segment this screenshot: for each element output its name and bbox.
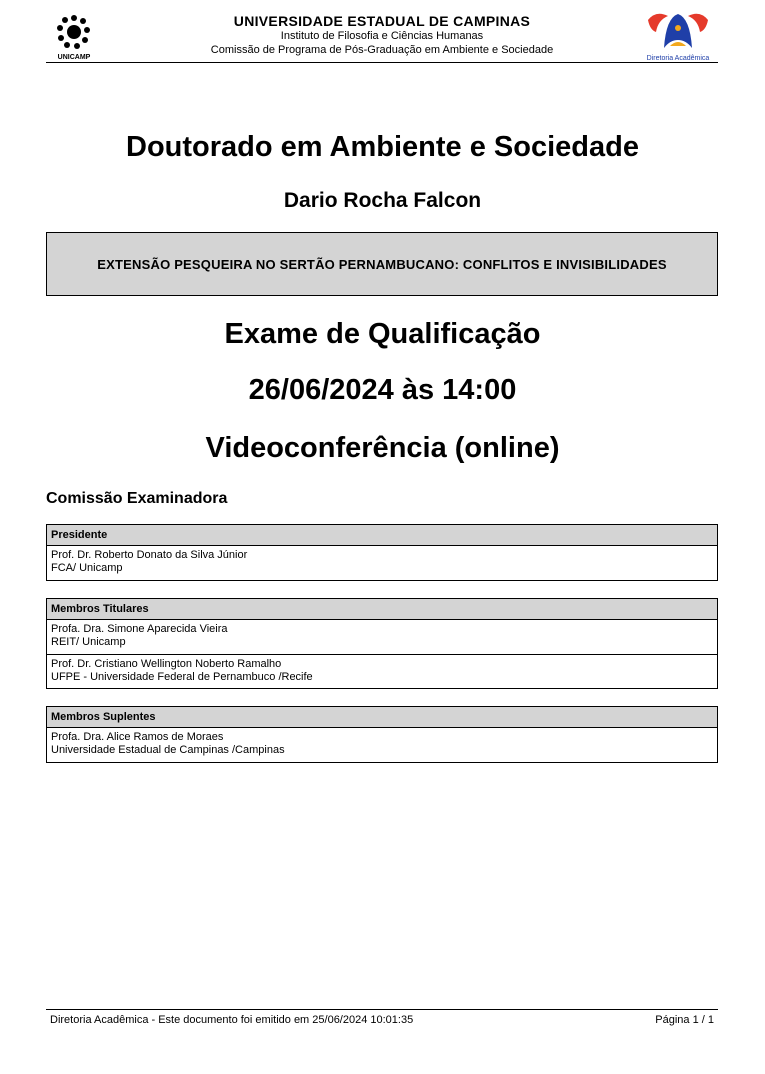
institute-name: Instituto de Filosofia e Ciências Humanas: [280, 30, 484, 42]
exam-datetime: 26/06/2024 às 14:00: [248, 374, 517, 406]
member-row: [47, 654, 717, 688]
member-name: Prof. Dr. Cristiano Wellington Noberto Ramalho: [51, 658, 282, 670]
substitute-members-heading: Membros Suplentes: [47, 707, 717, 728]
member-row: [47, 728, 717, 762]
titular-members-table: [46, 598, 718, 689]
page-number: Página 1 / 1: [655, 1014, 714, 1026]
member-row: [47, 546, 717, 580]
diretoria-academica-logo: [642, 10, 714, 62]
member-name: Profa. Dra. Alice Ramos de Moraes: [51, 731, 224, 743]
member-affiliation: UFPE - Universidade Federal de Pernambuco /Recife: [51, 671, 313, 683]
commission-name: Comissão de Programa de Pós-Graduação em Ambiente e Sociedade: [210, 44, 554, 56]
member-name: Profa. Dra. Simone Aparecida Vieira: [51, 623, 228, 635]
exam-location: Videoconferência (online): [205, 432, 560, 464]
substitute-members-table: [46, 706, 718, 763]
thesis-title-box: [46, 232, 718, 296]
titular-members-heading: Membros Titulares: [47, 599, 717, 620]
unicamp-logo: [52, 12, 96, 62]
student-name: Dario Rocha Falcon: [283, 189, 482, 212]
member-affiliation: REIT/ Unicamp: [51, 636, 126, 648]
president-heading: Presidente: [47, 525, 717, 546]
issued-notice: Diretoria Acadêmica - Este documento foi emitido em 25/06/2024 10:01:35: [50, 1014, 414, 1026]
member-name: Prof. Dr. Roberto Donato da Silva Júnior: [51, 549, 248, 561]
thesis-title: EXTENSÃO PESQUEIRA NO SERTÃO PERNAMBUCANO: CONFLITOS E INVISIBILIDADES: [97, 256, 667, 272]
program-title: Doutorado em Ambiente e Sociedade: [126, 131, 639, 163]
member-affiliation: Universidade Estadual de Campinas /Campinas: [51, 744, 285, 756]
document-header: [46, 8, 718, 63]
exam-type: Exame de Qualificação: [224, 318, 541, 350]
university-name: UNIVERSIDADE ESTADUAL DE CAMPINAS: [233, 13, 531, 29]
diretoria-logo-text: Diretoria Acadêmica: [646, 55, 710, 62]
member-row: [47, 620, 717, 654]
committee-title: Comissão Examinadora: [46, 490, 228, 507]
document-footer: [46, 1009, 718, 1026]
member-affiliation: FCA/ Unicamp: [51, 562, 123, 574]
unicamp-logo-text: UNICAMP: [57, 54, 91, 61]
president-table: [46, 524, 718, 581]
